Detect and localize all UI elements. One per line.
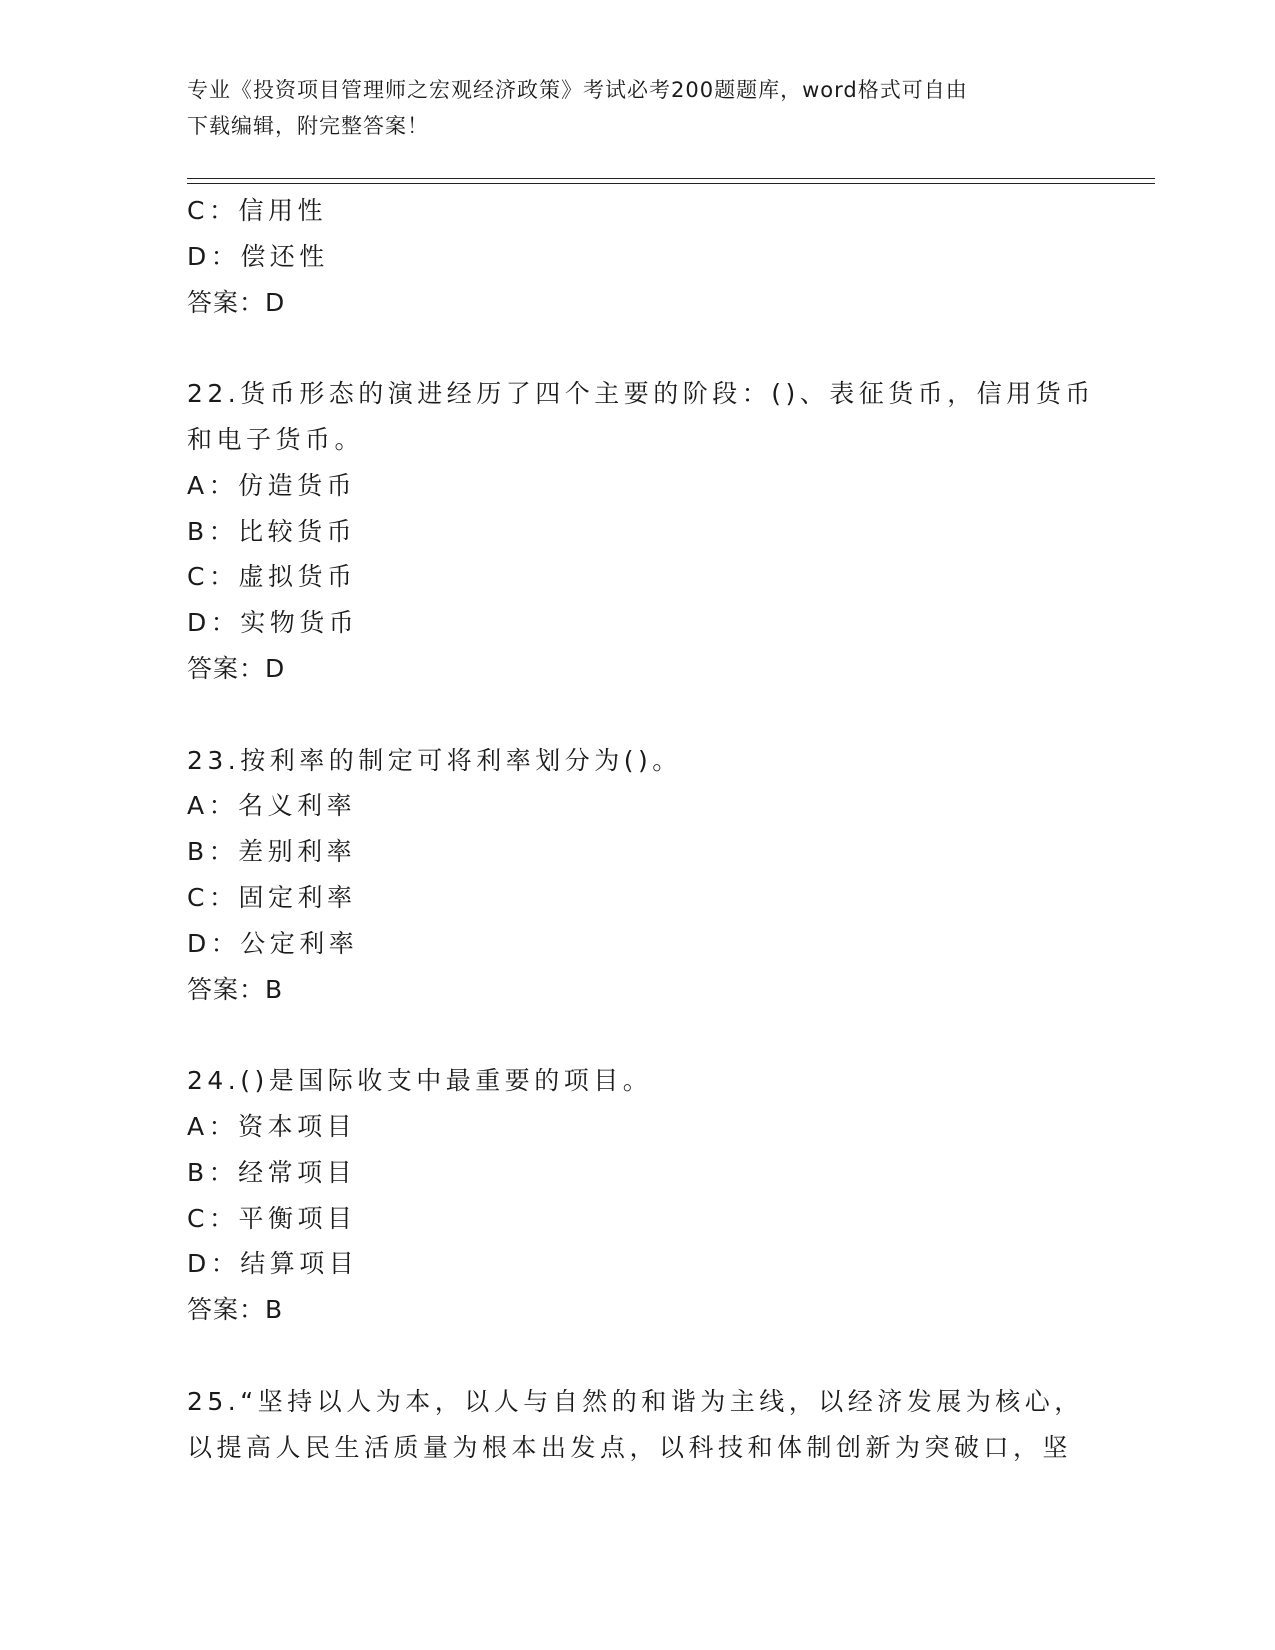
question-text-line: 和电子货币。 — [187, 424, 365, 454]
document-header — [187, 72, 1087, 144]
question-text-line: 以提高人民生活质量为根本出发点，以科技和体制创新为突破口，坚 — [187, 1432, 1073, 1462]
question-list — [187, 188, 1127, 1470]
option-d: D：公定利率 — [187, 928, 359, 958]
option-c: C：虚拟货币 — [187, 562, 357, 592]
question-21-tail — [187, 188, 1127, 325]
answer: 答案：B — [187, 974, 284, 1004]
question-text-line: 22.货币形态的演进经历了四个主要的阶段：()、表征货币，信用货币 — [187, 379, 1095, 409]
spacer — [187, 1333, 1127, 1379]
option-c: C：固定利率 — [187, 882, 357, 912]
question-23 — [187, 738, 1127, 1013]
option-a: A：资本项目 — [187, 1111, 357, 1141]
option-c: C：平衡项目 — [187, 1203, 357, 1233]
header-divider-top — [187, 178, 1155, 179]
answer: 答案：B — [187, 1295, 284, 1325]
option-b: B：差别利率 — [187, 837, 357, 867]
option-c: C：信用性 — [187, 196, 327, 225]
spacer — [187, 325, 1127, 371]
header-line-1: 专业《投资项目管理师之宏观经济政策》考试必考200题题库，word格式可自由 — [187, 78, 968, 102]
question-text-line: 25.“坚持以人为本，以人与自然的和谐为主线，以经济发展为核心， — [187, 1386, 1084, 1416]
option-d: D：结算项目 — [187, 1249, 359, 1279]
question-22 — [187, 371, 1127, 692]
spacer — [187, 1012, 1127, 1058]
header-line-2: 下载编辑，附完整答案！ — [187, 114, 429, 138]
option-d: D：实物货币 — [187, 608, 359, 638]
option-b: B：比较货币 — [187, 516, 357, 546]
header-divider-bottom — [187, 183, 1155, 184]
option-b: B：经常项目 — [187, 1157, 357, 1187]
option-a: A：名义利率 — [187, 791, 357, 821]
spacer — [187, 692, 1127, 738]
question-24 — [187, 1058, 1127, 1333]
answer: 答案：D — [187, 653, 286, 683]
option-d: D：偿还性 — [187, 241, 329, 271]
question-text-line: 23.按利率的制定可将利率划分为()。 — [187, 745, 682, 775]
question-25 — [187, 1379, 1127, 1471]
option-a: A：仿造货币 — [187, 470, 357, 500]
question-text-line: 24.()是国际收支中最重要的项目。 — [187, 1066, 653, 1096]
answer: 答案：D — [187, 287, 286, 317]
